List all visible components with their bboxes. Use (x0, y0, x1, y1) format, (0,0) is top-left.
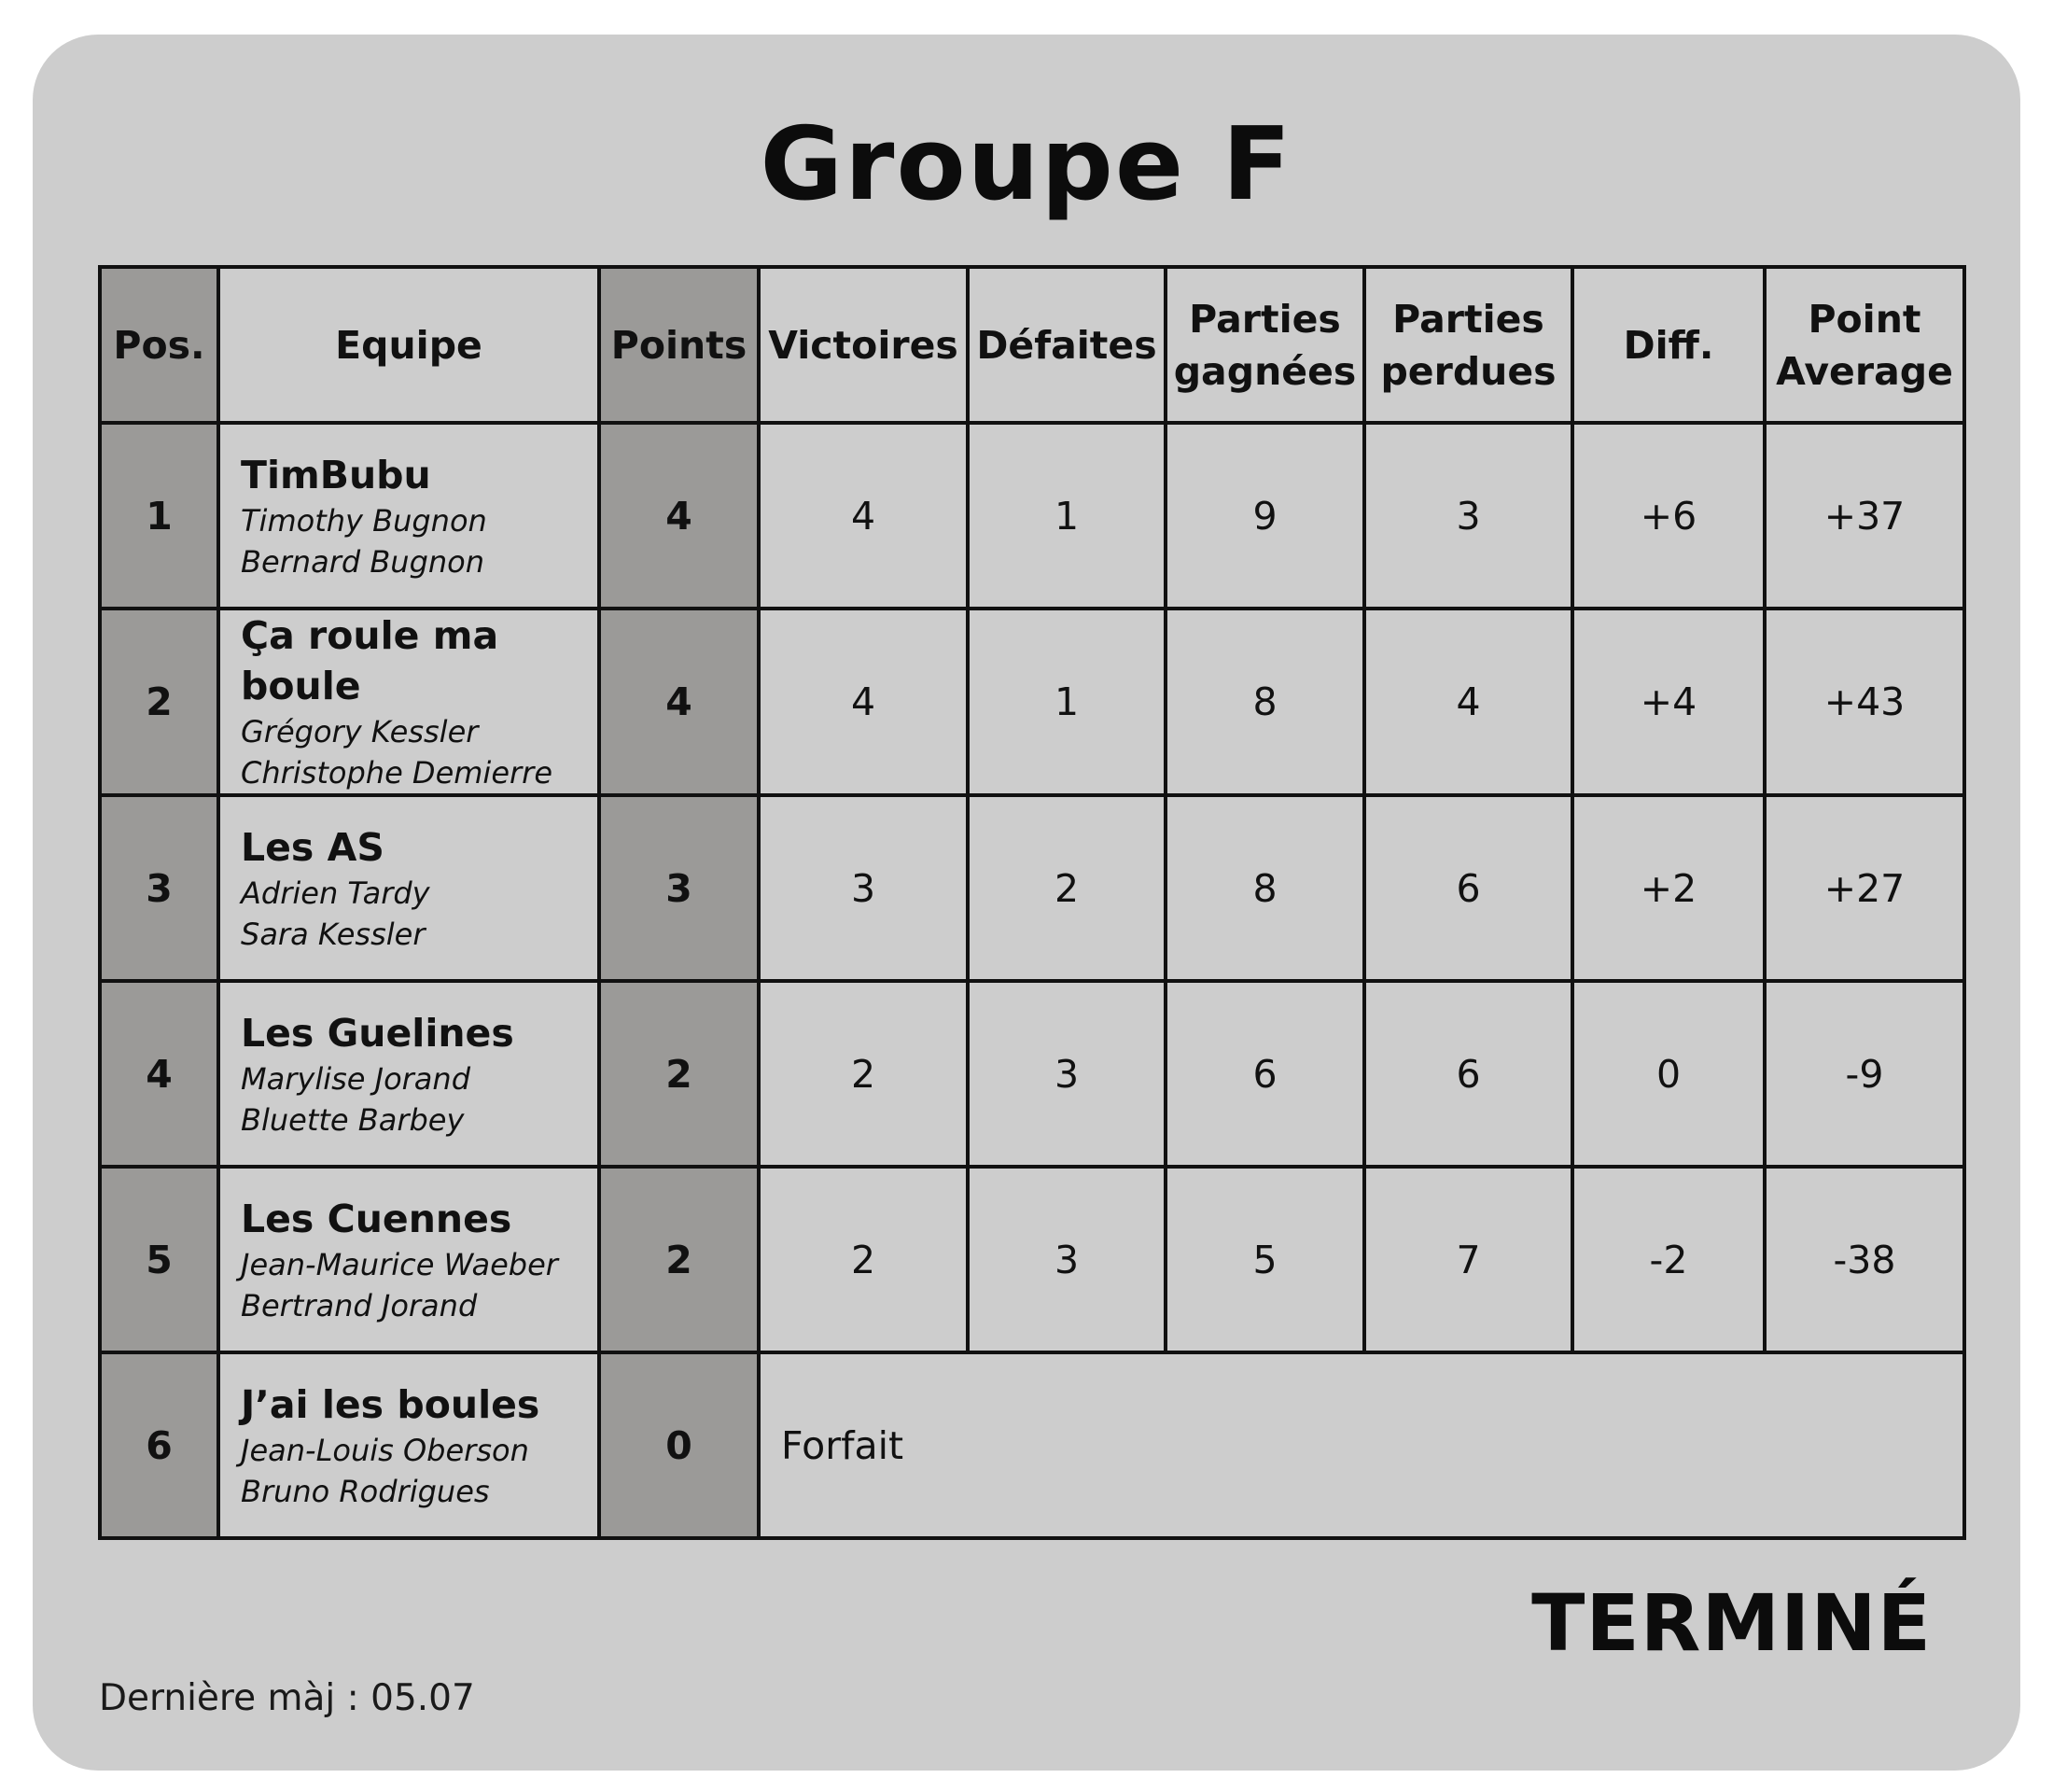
player-name: Bruno Rodrigues (241, 1473, 490, 1509)
status-label: TERMINÉ (1531, 1577, 1932, 1669)
cell-games-lost: 6 (1364, 981, 1572, 1167)
cell-games-won: 6 (1166, 981, 1364, 1167)
header-diff: Diff. (1572, 267, 1765, 423)
cell-point-average: -38 (1765, 1167, 1964, 1352)
header-losses: Défaites (968, 267, 1166, 423)
cell-games-lost: 7 (1364, 1167, 1572, 1352)
cell-games-won: 5 (1166, 1167, 1364, 1352)
cell-losses: 1 (968, 423, 1166, 609)
cell-point-average: +43 (1765, 609, 1964, 795)
header-games-won: Parties gagnées (1166, 267, 1364, 423)
cell-points: 0 (599, 1352, 759, 1538)
cell-wins: 3 (759, 795, 968, 981)
table-row (100, 981, 1964, 1167)
player-name: Jean-Maurice Waeber (241, 1246, 558, 1282)
cell-games-lost: 4 (1364, 609, 1572, 795)
cell-points: 3 (599, 795, 759, 981)
cell-diff: +2 (1572, 795, 1765, 981)
cell-pos: 1 (100, 423, 218, 609)
team-name: Les Guelines (241, 1010, 514, 1056)
table-row (100, 423, 1964, 609)
player-name: Bluette Barbey (241, 1101, 465, 1138)
team-name: TimBubu (241, 452, 431, 497)
standings-table (98, 265, 1966, 1540)
header-point-average: Point Average (1765, 267, 1964, 423)
team-name: Ça roule ma boule (241, 613, 499, 708)
header-row (100, 267, 1964, 423)
cell-points: 4 (599, 609, 759, 795)
header-games-lost: Parties perdues (1364, 267, 1572, 423)
team-name: Les Cuennes (241, 1196, 512, 1241)
table-row (100, 1352, 1964, 1538)
cell-team (218, 1167, 599, 1352)
cell-losses: 3 (968, 981, 1166, 1167)
player-name: Timothy Bugnon (241, 502, 487, 539)
cell-pos: 3 (100, 795, 218, 981)
cell-wins: 2 (759, 981, 968, 1167)
cell-diff: +4 (1572, 609, 1765, 795)
cell-team (218, 1352, 599, 1538)
cell-forfait: Forfait (759, 1352, 1964, 1538)
cell-point-average: -9 (1765, 981, 1964, 1167)
cell-wins: 4 (759, 423, 968, 609)
cell-team (218, 795, 599, 981)
cell-pos: 2 (100, 609, 218, 795)
cell-team (218, 609, 599, 795)
header-team: Equipe (218, 267, 599, 423)
header-wins: Victoires (759, 267, 968, 423)
cell-pos: 6 (100, 1352, 218, 1538)
cell-losses: 2 (968, 795, 1166, 981)
player-name: Sara Kessler (241, 916, 426, 952)
cell-losses: 1 (968, 609, 1166, 795)
cell-wins: 4 (759, 609, 968, 795)
table-row (100, 1167, 1964, 1352)
table-row (100, 795, 1964, 981)
cell-games-won: 8 (1166, 795, 1364, 981)
cell-points: 4 (599, 423, 759, 609)
last-update: Dernière màj : 05.07 (99, 1677, 475, 1719)
header-pos: Pos. (100, 267, 218, 423)
cell-points: 2 (599, 1167, 759, 1352)
player-name: Marylise Jorand (241, 1060, 470, 1097)
cell-diff: +6 (1572, 423, 1765, 609)
cell-games-lost: 3 (1364, 423, 1572, 609)
cell-losses: 3 (968, 1167, 1166, 1352)
cell-games-lost: 6 (1364, 795, 1572, 981)
table-row (100, 609, 1964, 795)
player-name: Grégory Kessler (241, 714, 479, 749)
team-name: J’ai les boules (241, 1381, 540, 1427)
cell-pos: 5 (100, 1167, 218, 1352)
cell-pos: 4 (100, 981, 218, 1167)
player-name: Bernard Bugnon (241, 543, 485, 580)
cell-team (218, 423, 599, 609)
header-points: Points (599, 267, 759, 423)
player-name: Bertrand Jorand (241, 1287, 478, 1323)
cell-games-won: 9 (1166, 423, 1364, 609)
team-name: Les AS (241, 824, 384, 870)
cell-team (218, 981, 599, 1167)
cell-games-won: 8 (1166, 609, 1364, 795)
group-title: Groupe F (760, 106, 1293, 223)
cell-points: 2 (599, 981, 759, 1167)
cell-point-average: +37 (1765, 423, 1964, 609)
player-name: Christophe Demierre (241, 755, 552, 791)
cell-wins: 2 (759, 1167, 968, 1352)
player-name: Adrien Tardy (241, 875, 430, 911)
player-name: Jean-Louis Oberson (241, 1432, 529, 1468)
cell-point-average: +27 (1765, 795, 1964, 981)
cell-diff: 0 (1572, 981, 1765, 1167)
cell-diff: -2 (1572, 1167, 1765, 1352)
